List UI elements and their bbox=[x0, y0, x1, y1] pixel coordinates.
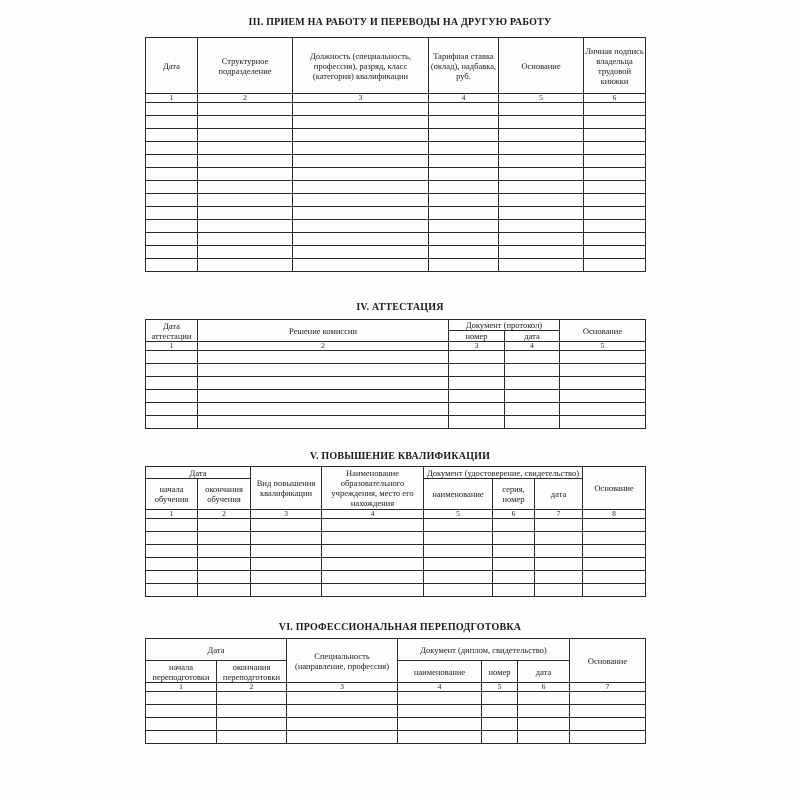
qualification-table bbox=[145, 466, 646, 597]
blank-cell[interactable] bbox=[146, 207, 198, 220]
table-row bbox=[146, 558, 646, 571]
blank-cell[interactable] bbox=[251, 571, 322, 584]
table-row bbox=[146, 246, 646, 259]
column-number: 3 bbox=[287, 683, 398, 692]
header-institution: Наименование образовательного учреждения, место его нахождения bbox=[322, 467, 424, 510]
blank-cell[interactable] bbox=[146, 181, 198, 194]
header-end: окончания переподготовки bbox=[217, 661, 287, 683]
table-body bbox=[146, 519, 646, 597]
blank-cell[interactable] bbox=[398, 692, 482, 705]
section-6-title: VI. ПРОФЕССИОНАЛЬНАЯ ПЕРЕПОДГОТОВКА bbox=[278, 622, 522, 633]
blank-cell[interactable] bbox=[287, 731, 398, 744]
blank-cell[interactable] bbox=[146, 233, 198, 246]
table-row bbox=[146, 390, 646, 403]
blank-cell[interactable] bbox=[535, 558, 583, 571]
header-doc-date: дата bbox=[518, 661, 570, 683]
blank-cell[interactable] bbox=[449, 403, 505, 416]
blank-cell[interactable] bbox=[518, 692, 570, 705]
retraining-table bbox=[145, 638, 646, 744]
attestation-table bbox=[145, 319, 646, 429]
blank-cell[interactable] bbox=[398, 731, 482, 744]
blank-cell[interactable] bbox=[482, 731, 518, 744]
header-signature: Личная подпись владельца трудовой книжки bbox=[584, 38, 646, 94]
header-basis: Основание bbox=[583, 467, 646, 510]
blank-cell[interactable] bbox=[449, 351, 505, 364]
blank-cell[interactable] bbox=[424, 532, 493, 545]
section-5-title: V. ПОВЫШЕНИЕ КВАЛИФИКАЦИИ bbox=[309, 451, 491, 462]
blank-cell[interactable] bbox=[424, 545, 493, 558]
blank-cell[interactable] bbox=[198, 403, 449, 416]
blank-cell[interactable] bbox=[493, 532, 535, 545]
blank-cell[interactable] bbox=[424, 519, 493, 532]
blank-cell[interactable] bbox=[146, 390, 198, 403]
table-row bbox=[146, 584, 646, 597]
blank-cell[interactable] bbox=[251, 558, 322, 571]
blank-cell[interactable] bbox=[198, 155, 293, 168]
table-row bbox=[146, 259, 646, 272]
column-number: 5 bbox=[482, 683, 518, 692]
blank-cell[interactable] bbox=[535, 532, 583, 545]
blank-cell[interactable] bbox=[499, 168, 584, 181]
blank-cell[interactable] bbox=[499, 116, 584, 129]
header-basis: Основание bbox=[499, 38, 584, 94]
blank-cell[interactable] bbox=[293, 103, 429, 116]
blank-cell[interactable] bbox=[518, 718, 570, 731]
blank-cell[interactable] bbox=[482, 718, 518, 731]
blank-cell[interactable] bbox=[198, 377, 449, 390]
blank-cell[interactable] bbox=[583, 584, 646, 597]
column-number: 5 bbox=[560, 342, 646, 351]
column-number: 4 bbox=[322, 510, 424, 519]
blank-cell[interactable] bbox=[198, 532, 251, 545]
table-row bbox=[146, 129, 646, 142]
blank-cell[interactable] bbox=[429, 246, 499, 259]
header-commission-decision: Решение комиссии bbox=[198, 320, 449, 342]
blank-cell[interactable] bbox=[146, 351, 198, 364]
blank-cell[interactable] bbox=[584, 194, 646, 207]
blank-cell[interactable] bbox=[570, 731, 646, 744]
blank-cell[interactable] bbox=[429, 168, 499, 181]
blank-cell[interactable] bbox=[217, 718, 287, 731]
blank-cell[interactable] bbox=[198, 571, 251, 584]
blank-cell[interactable] bbox=[493, 545, 535, 558]
blank-cell[interactable] bbox=[198, 116, 293, 129]
blank-cell[interactable] bbox=[398, 718, 482, 731]
blank-cell[interactable] bbox=[560, 351, 646, 364]
header-basis: Основание bbox=[560, 320, 646, 342]
blank-cell[interactable] bbox=[198, 259, 293, 272]
blank-cell[interactable] bbox=[583, 558, 646, 571]
table-row bbox=[146, 220, 646, 233]
blank-cell[interactable] bbox=[482, 705, 518, 718]
header-number: номер bbox=[449, 331, 505, 342]
section-4-title: IV. АТТЕСТАЦИЯ bbox=[356, 302, 444, 313]
column-number: 5 bbox=[499, 94, 584, 103]
table-row bbox=[146, 377, 646, 390]
table-row bbox=[146, 545, 646, 558]
header-number: номер bbox=[482, 661, 518, 683]
blank-cell[interactable] bbox=[146, 168, 198, 181]
blank-cell[interactable] bbox=[198, 558, 251, 571]
table-row bbox=[146, 571, 646, 584]
blank-cell[interactable] bbox=[493, 571, 535, 584]
blank-cell[interactable] bbox=[449, 377, 505, 390]
blank-cell[interactable] bbox=[146, 403, 198, 416]
column-number: 6 bbox=[493, 510, 535, 519]
table-row bbox=[146, 731, 646, 744]
blank-cell[interactable] bbox=[535, 519, 583, 532]
blank-cell[interactable] bbox=[583, 545, 646, 558]
table-row bbox=[146, 142, 646, 155]
blank-cell[interactable] bbox=[499, 233, 584, 246]
header-date: Дата bbox=[146, 38, 198, 94]
table-row bbox=[146, 718, 646, 731]
blank-cell[interactable] bbox=[322, 545, 424, 558]
blank-cell[interactable] bbox=[146, 194, 198, 207]
header-doc-date: дата bbox=[535, 479, 583, 510]
blank-cell[interactable] bbox=[293, 194, 429, 207]
header-basis: Основание bbox=[570, 639, 646, 683]
table-body bbox=[146, 351, 646, 429]
column-number: 7 bbox=[535, 510, 583, 519]
column-numbers-row bbox=[146, 94, 646, 103]
blank-cell[interactable] bbox=[583, 571, 646, 584]
blank-cell[interactable] bbox=[505, 416, 560, 429]
blank-cell[interactable] bbox=[505, 364, 560, 377]
blank-cell[interactable] bbox=[293, 142, 429, 155]
table-row bbox=[146, 194, 646, 207]
blank-cell[interactable] bbox=[198, 194, 293, 207]
blank-cell[interactable] bbox=[429, 103, 499, 116]
header-series-number: серия, номер bbox=[493, 479, 535, 510]
blank-cell[interactable] bbox=[449, 390, 505, 403]
blank-cell[interactable] bbox=[493, 558, 535, 571]
column-number: 5 bbox=[424, 510, 493, 519]
table-row bbox=[146, 532, 646, 545]
table-body bbox=[146, 692, 646, 744]
blank-cell[interactable] bbox=[482, 692, 518, 705]
header-doc-name: наименование bbox=[398, 661, 482, 683]
blank-cell[interactable] bbox=[146, 116, 198, 129]
blank-cell[interactable] bbox=[499, 259, 584, 272]
column-number: 3 bbox=[293, 94, 429, 103]
blank-cell[interactable] bbox=[584, 233, 646, 246]
section-3-title: III. ПРИЕМ НА РАБОТУ И ПЕРЕВОДЫ НА ДРУГУЮ РАБОТУ bbox=[248, 17, 552, 28]
blank-cell[interactable] bbox=[584, 155, 646, 168]
blank-cell[interactable] bbox=[198, 416, 449, 429]
blank-cell[interactable] bbox=[146, 364, 198, 377]
employment-table bbox=[145, 37, 646, 272]
blank-cell[interactable] bbox=[198, 207, 293, 220]
blank-cell[interactable] bbox=[584, 142, 646, 155]
blank-cell[interactable] bbox=[287, 718, 398, 731]
table-row bbox=[146, 233, 646, 246]
blank-cell[interactable] bbox=[560, 403, 646, 416]
blank-cell[interactable] bbox=[322, 558, 424, 571]
blank-cell[interactable] bbox=[146, 519, 198, 532]
blank-cell[interactable] bbox=[217, 705, 287, 718]
blank-cell[interactable] bbox=[570, 692, 646, 705]
blank-cell[interactable] bbox=[499, 142, 584, 155]
blank-cell[interactable] bbox=[146, 142, 198, 155]
blank-cell[interactable] bbox=[293, 246, 429, 259]
column-numbers-row bbox=[146, 342, 646, 351]
table-row bbox=[146, 364, 646, 377]
header-qualification-kind: Вид повышения квалификации bbox=[251, 467, 322, 510]
table-row bbox=[146, 692, 646, 705]
blank-cell[interactable] bbox=[424, 558, 493, 571]
blank-cell[interactable] bbox=[198, 103, 293, 116]
blank-cell[interactable] bbox=[518, 731, 570, 744]
table-body bbox=[146, 103, 646, 272]
header-attestation-date: Дата аттестации bbox=[146, 320, 198, 342]
column-number: 2 bbox=[217, 683, 287, 692]
blank-cell[interactable] bbox=[429, 194, 499, 207]
blank-cell[interactable] bbox=[429, 116, 499, 129]
blank-cell[interactable] bbox=[293, 155, 429, 168]
blank-cell[interactable] bbox=[424, 584, 493, 597]
header-date: дата bbox=[505, 331, 560, 342]
blank-cell[interactable] bbox=[293, 233, 429, 246]
blank-cell[interactable] bbox=[584, 181, 646, 194]
blank-cell[interactable] bbox=[499, 207, 584, 220]
blank-cell[interactable] bbox=[584, 168, 646, 181]
blank-cell[interactable] bbox=[499, 103, 584, 116]
table-row bbox=[146, 207, 646, 220]
table-row bbox=[146, 181, 646, 194]
blank-cell[interactable] bbox=[198, 220, 293, 233]
header-doc-name: наименование bbox=[424, 479, 493, 510]
table-row bbox=[146, 519, 646, 532]
blank-cell[interactable] bbox=[251, 532, 322, 545]
blank-cell[interactable] bbox=[584, 246, 646, 259]
blank-cell[interactable] bbox=[198, 351, 449, 364]
blank-cell[interactable] bbox=[217, 692, 287, 705]
blank-cell[interactable] bbox=[560, 390, 646, 403]
blank-cell[interactable] bbox=[146, 705, 217, 718]
blank-cell[interactable] bbox=[499, 181, 584, 194]
blank-cell[interactable] bbox=[198, 233, 293, 246]
blank-cell[interactable] bbox=[146, 155, 198, 168]
column-number: 2 bbox=[198, 342, 449, 351]
blank-cell[interactable] bbox=[198, 246, 293, 259]
table-row bbox=[146, 403, 646, 416]
blank-cell[interactable] bbox=[146, 584, 198, 597]
blank-cell[interactable] bbox=[584, 116, 646, 129]
blank-cell[interactable] bbox=[146, 246, 198, 259]
blank-cell[interactable] bbox=[146, 571, 198, 584]
blank-cell[interactable] bbox=[293, 168, 429, 181]
blank-cell[interactable] bbox=[198, 519, 251, 532]
blank-cell[interactable] bbox=[146, 416, 198, 429]
column-number: 7 bbox=[570, 683, 646, 692]
blank-cell[interactable] bbox=[583, 532, 646, 545]
blank-cell[interactable] bbox=[293, 259, 429, 272]
blank-cell[interactable] bbox=[535, 584, 583, 597]
blank-cell[interactable] bbox=[293, 181, 429, 194]
column-number: 4 bbox=[505, 342, 560, 351]
blank-cell[interactable] bbox=[449, 364, 505, 377]
column-number: 4 bbox=[398, 683, 482, 692]
blank-cell[interactable] bbox=[398, 705, 482, 718]
blank-cell[interactable] bbox=[293, 207, 429, 220]
blank-cell[interactable] bbox=[146, 259, 198, 272]
blank-cell[interactable] bbox=[429, 233, 499, 246]
column-numbers-row bbox=[146, 510, 646, 519]
blank-cell[interactable] bbox=[499, 129, 584, 142]
header-position: Должность (специальность, профессия), разряд, класс (категория) квалификации bbox=[293, 38, 429, 94]
table-row bbox=[146, 416, 646, 429]
table-row bbox=[146, 155, 646, 168]
header-document: Документ (удостоверение, свидетельство) bbox=[424, 467, 583, 479]
blank-cell[interactable] bbox=[146, 220, 198, 233]
blank-cell[interactable] bbox=[287, 705, 398, 718]
blank-cell[interactable] bbox=[198, 545, 251, 558]
table-row bbox=[146, 705, 646, 718]
blank-cell[interactable] bbox=[146, 103, 198, 116]
blank-cell[interactable] bbox=[560, 377, 646, 390]
column-number: 2 bbox=[198, 94, 293, 103]
column-number: 3 bbox=[251, 510, 322, 519]
blank-cell[interactable] bbox=[293, 220, 429, 233]
blank-cell[interactable] bbox=[146, 692, 217, 705]
blank-cell[interactable] bbox=[293, 116, 429, 129]
blank-cell[interactable] bbox=[198, 181, 293, 194]
blank-cell[interactable] bbox=[535, 545, 583, 558]
blank-cell[interactable] bbox=[198, 390, 449, 403]
blank-cell[interactable] bbox=[429, 181, 499, 194]
blank-cell[interactable] bbox=[560, 416, 646, 429]
blank-cell[interactable] bbox=[570, 705, 646, 718]
header-date: Дата bbox=[146, 639, 287, 661]
blank-cell[interactable] bbox=[505, 403, 560, 416]
column-number: 1 bbox=[146, 510, 198, 519]
blank-cell[interactable] bbox=[499, 220, 584, 233]
blank-cell[interactable] bbox=[424, 571, 493, 584]
blank-cell[interactable] bbox=[146, 129, 198, 142]
column-numbers-row bbox=[146, 683, 646, 692]
blank-cell[interactable] bbox=[322, 584, 424, 597]
blank-cell[interactable] bbox=[287, 692, 398, 705]
header-tariff-rate: Тарифная ставка (оклад), надбавка, руб. bbox=[429, 38, 499, 94]
blank-cell[interactable] bbox=[584, 259, 646, 272]
blank-cell[interactable] bbox=[198, 584, 251, 597]
blank-cell[interactable] bbox=[198, 364, 449, 377]
header-document-protocol: Документ (протокол) bbox=[449, 320, 560, 331]
blank-cell[interactable] bbox=[429, 155, 499, 168]
header-specialty: Специальность (направление, профессия) bbox=[287, 639, 398, 683]
blank-cell[interactable] bbox=[251, 519, 322, 532]
header-department: Структурное подразделение bbox=[198, 38, 293, 94]
column-number: 3 bbox=[449, 342, 505, 351]
blank-cell[interactable] bbox=[146, 377, 198, 390]
blank-cell[interactable] bbox=[493, 519, 535, 532]
blank-cell[interactable] bbox=[322, 532, 424, 545]
header-date: Дата bbox=[146, 467, 251, 479]
column-number: 1 bbox=[146, 683, 217, 692]
table-row bbox=[146, 103, 646, 116]
column-number: 8 bbox=[583, 510, 646, 519]
blank-cell[interactable] bbox=[570, 718, 646, 731]
header-document: Документ (диплом, свидетельство) bbox=[398, 639, 570, 661]
blank-cell[interactable] bbox=[146, 545, 198, 558]
table-row bbox=[146, 116, 646, 129]
blank-cell[interactable] bbox=[499, 246, 584, 259]
blank-cell[interactable] bbox=[505, 390, 560, 403]
blank-cell[interactable] bbox=[251, 584, 322, 597]
column-number: 6 bbox=[584, 94, 646, 103]
blank-cell[interactable] bbox=[322, 571, 424, 584]
blank-cell[interactable] bbox=[499, 194, 584, 207]
header-start: начала обучения bbox=[146, 479, 198, 510]
blank-cell[interactable] bbox=[505, 351, 560, 364]
column-number: 6 bbox=[518, 683, 570, 692]
blank-cell[interactable] bbox=[429, 207, 499, 220]
blank-cell[interactable] bbox=[584, 220, 646, 233]
blank-cell[interactable] bbox=[505, 377, 560, 390]
blank-cell[interactable] bbox=[429, 129, 499, 142]
blank-cell[interactable] bbox=[535, 571, 583, 584]
blank-cell[interactable] bbox=[198, 168, 293, 181]
blank-cell[interactable] bbox=[251, 545, 322, 558]
blank-cell[interactable] bbox=[429, 259, 499, 272]
blank-cell[interactable] bbox=[584, 103, 646, 116]
blank-cell[interactable] bbox=[146, 532, 198, 545]
blank-cell[interactable] bbox=[146, 731, 217, 744]
blank-cell[interactable] bbox=[560, 364, 646, 377]
blank-cell[interactable] bbox=[293, 129, 429, 142]
column-number: 1 bbox=[146, 94, 198, 103]
column-number: 1 bbox=[146, 342, 198, 351]
table-row bbox=[146, 351, 646, 364]
blank-cell[interactable] bbox=[429, 220, 499, 233]
blank-cell[interactable] bbox=[198, 129, 293, 142]
blank-cell[interactable] bbox=[583, 519, 646, 532]
blank-cell[interactable] bbox=[518, 705, 570, 718]
blank-cell[interactable] bbox=[322, 519, 424, 532]
blank-cell[interactable] bbox=[146, 718, 217, 731]
column-number: 2 bbox=[198, 510, 251, 519]
blank-cell[interactable] bbox=[584, 207, 646, 220]
table-row bbox=[146, 168, 646, 181]
header-end: окончания обучения bbox=[198, 479, 251, 510]
blank-cell[interactable] bbox=[493, 584, 535, 597]
blank-cell[interactable] bbox=[146, 558, 198, 571]
blank-cell[interactable] bbox=[584, 129, 646, 142]
blank-cell[interactable] bbox=[499, 155, 584, 168]
header-start: начала переподготовки bbox=[146, 661, 217, 683]
blank-cell[interactable] bbox=[198, 142, 293, 155]
blank-cell[interactable] bbox=[429, 142, 499, 155]
blank-cell[interactable] bbox=[217, 731, 287, 744]
column-number: 4 bbox=[429, 94, 499, 103]
blank-cell[interactable] bbox=[449, 416, 505, 429]
